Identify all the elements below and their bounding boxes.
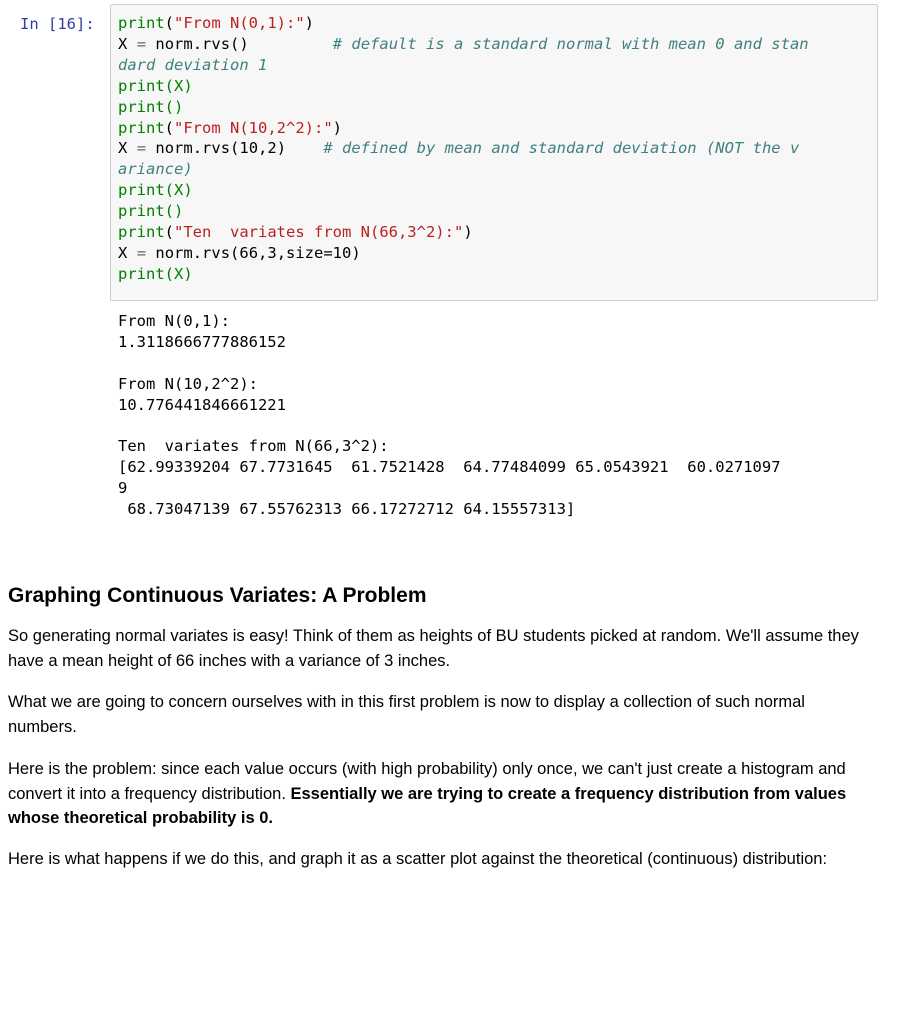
markdown-paragraph xyxy=(8,757,878,831)
code-string: "Ten variates from N(66,3^2):" xyxy=(174,223,464,242)
code-call: norm.rvs() xyxy=(155,34,249,53)
code-comment: # default is a standard normal with mean 0 and stan xyxy=(332,34,809,53)
markdown-heading-block xyxy=(8,583,878,609)
code-fn: print xyxy=(118,14,165,32)
markdown-paragraph xyxy=(8,690,878,739)
code-comment-wrap: ariance) xyxy=(118,160,193,179)
code-line: print(X) xyxy=(118,264,193,283)
code-string: "From N(0,1):" xyxy=(174,14,305,32)
code-call: norm.rvs(10,2) xyxy=(155,139,287,158)
paragraph-text: So generating normal variates is easy! Think of them as heights of BU students picked at random. We'll assume they have a mean height of 66 inches with a variance of 3 inches. xyxy=(8,627,859,670)
code-block[interactable]: print("From N(0,1):") X = norm.rvs() # default is a standard normal with mean 0 and stan dard deviation 1 print(X) print() print("From N(10,2^2):") X = norm.rvs(10,2) # defined by mean and standard deviation (NOT the v ariance) print(X) print() print("Ten variates from N(66,3^2):") X = norm.rvs(66,3,size=10) print(X) xyxy=(118,14,809,283)
cell-output xyxy=(118,311,781,520)
code-call: norm.rvs(66,3,size=10) xyxy=(155,243,361,262)
output-line: [62.99339204 67.7731645 61.7521428 64.77484099 65.0543921 60.0271097 xyxy=(118,458,781,477)
output-line: 68.73047139 67.55762313 66.17272712 64.15557313] xyxy=(118,500,576,519)
output-line: 1.3118666777886152 xyxy=(118,332,286,351)
markdown-paragraph xyxy=(8,847,878,872)
code-operator: = xyxy=(136,34,147,53)
paragraph-text xyxy=(8,757,878,831)
code-var: X xyxy=(118,34,128,53)
code-fn: print xyxy=(118,118,165,137)
code-comment: # defined by mean and standard deviation (NOT the v xyxy=(323,139,800,158)
paragraph-text: What we are going to concern ourselves with in this first problem is now to display a collection of such normal numbers. xyxy=(8,693,805,736)
code-line: print() xyxy=(118,202,184,221)
code-var: X xyxy=(118,243,128,262)
code-operator: = xyxy=(136,139,147,158)
cell-prompt: In [16]: xyxy=(20,15,95,33)
code-operator: = xyxy=(136,243,147,262)
code-fn: print xyxy=(118,223,165,242)
markdown-paragraph xyxy=(8,624,878,673)
code-line: print() xyxy=(118,97,184,116)
code-var: X xyxy=(118,139,128,158)
paragraph-text: Here is what happens if we do this, and graph it as a scatter plot against the theoretical (continuous) distribution: xyxy=(8,850,828,868)
section-heading: Graphing Continuous Variates: A Problem xyxy=(8,584,427,607)
code-string: "From N(10,2^2):" xyxy=(174,118,333,137)
paragraph-plain: Here is the problem: since each value occurs (with high probability) only once, we can't just create a histogram and convert it into a frequency distribution. xyxy=(8,760,846,803)
output-line: 10.776441846661221 xyxy=(118,395,286,414)
code-comment-wrap: dard deviation 1 xyxy=(118,55,268,74)
code-line: print(X) xyxy=(118,76,193,95)
output-line: From N(0,1): xyxy=(118,312,230,330)
output-line: 9 xyxy=(118,479,128,498)
code-line: print(X) xyxy=(118,181,193,200)
output-line: Ten variates from N(66,3^2): xyxy=(118,437,389,456)
output-line: From N(10,2^2): xyxy=(118,374,258,393)
paragraph-bold: Essentially we are trying to create a frequency distribution from values whose theoretical probability is 0. xyxy=(8,784,847,827)
